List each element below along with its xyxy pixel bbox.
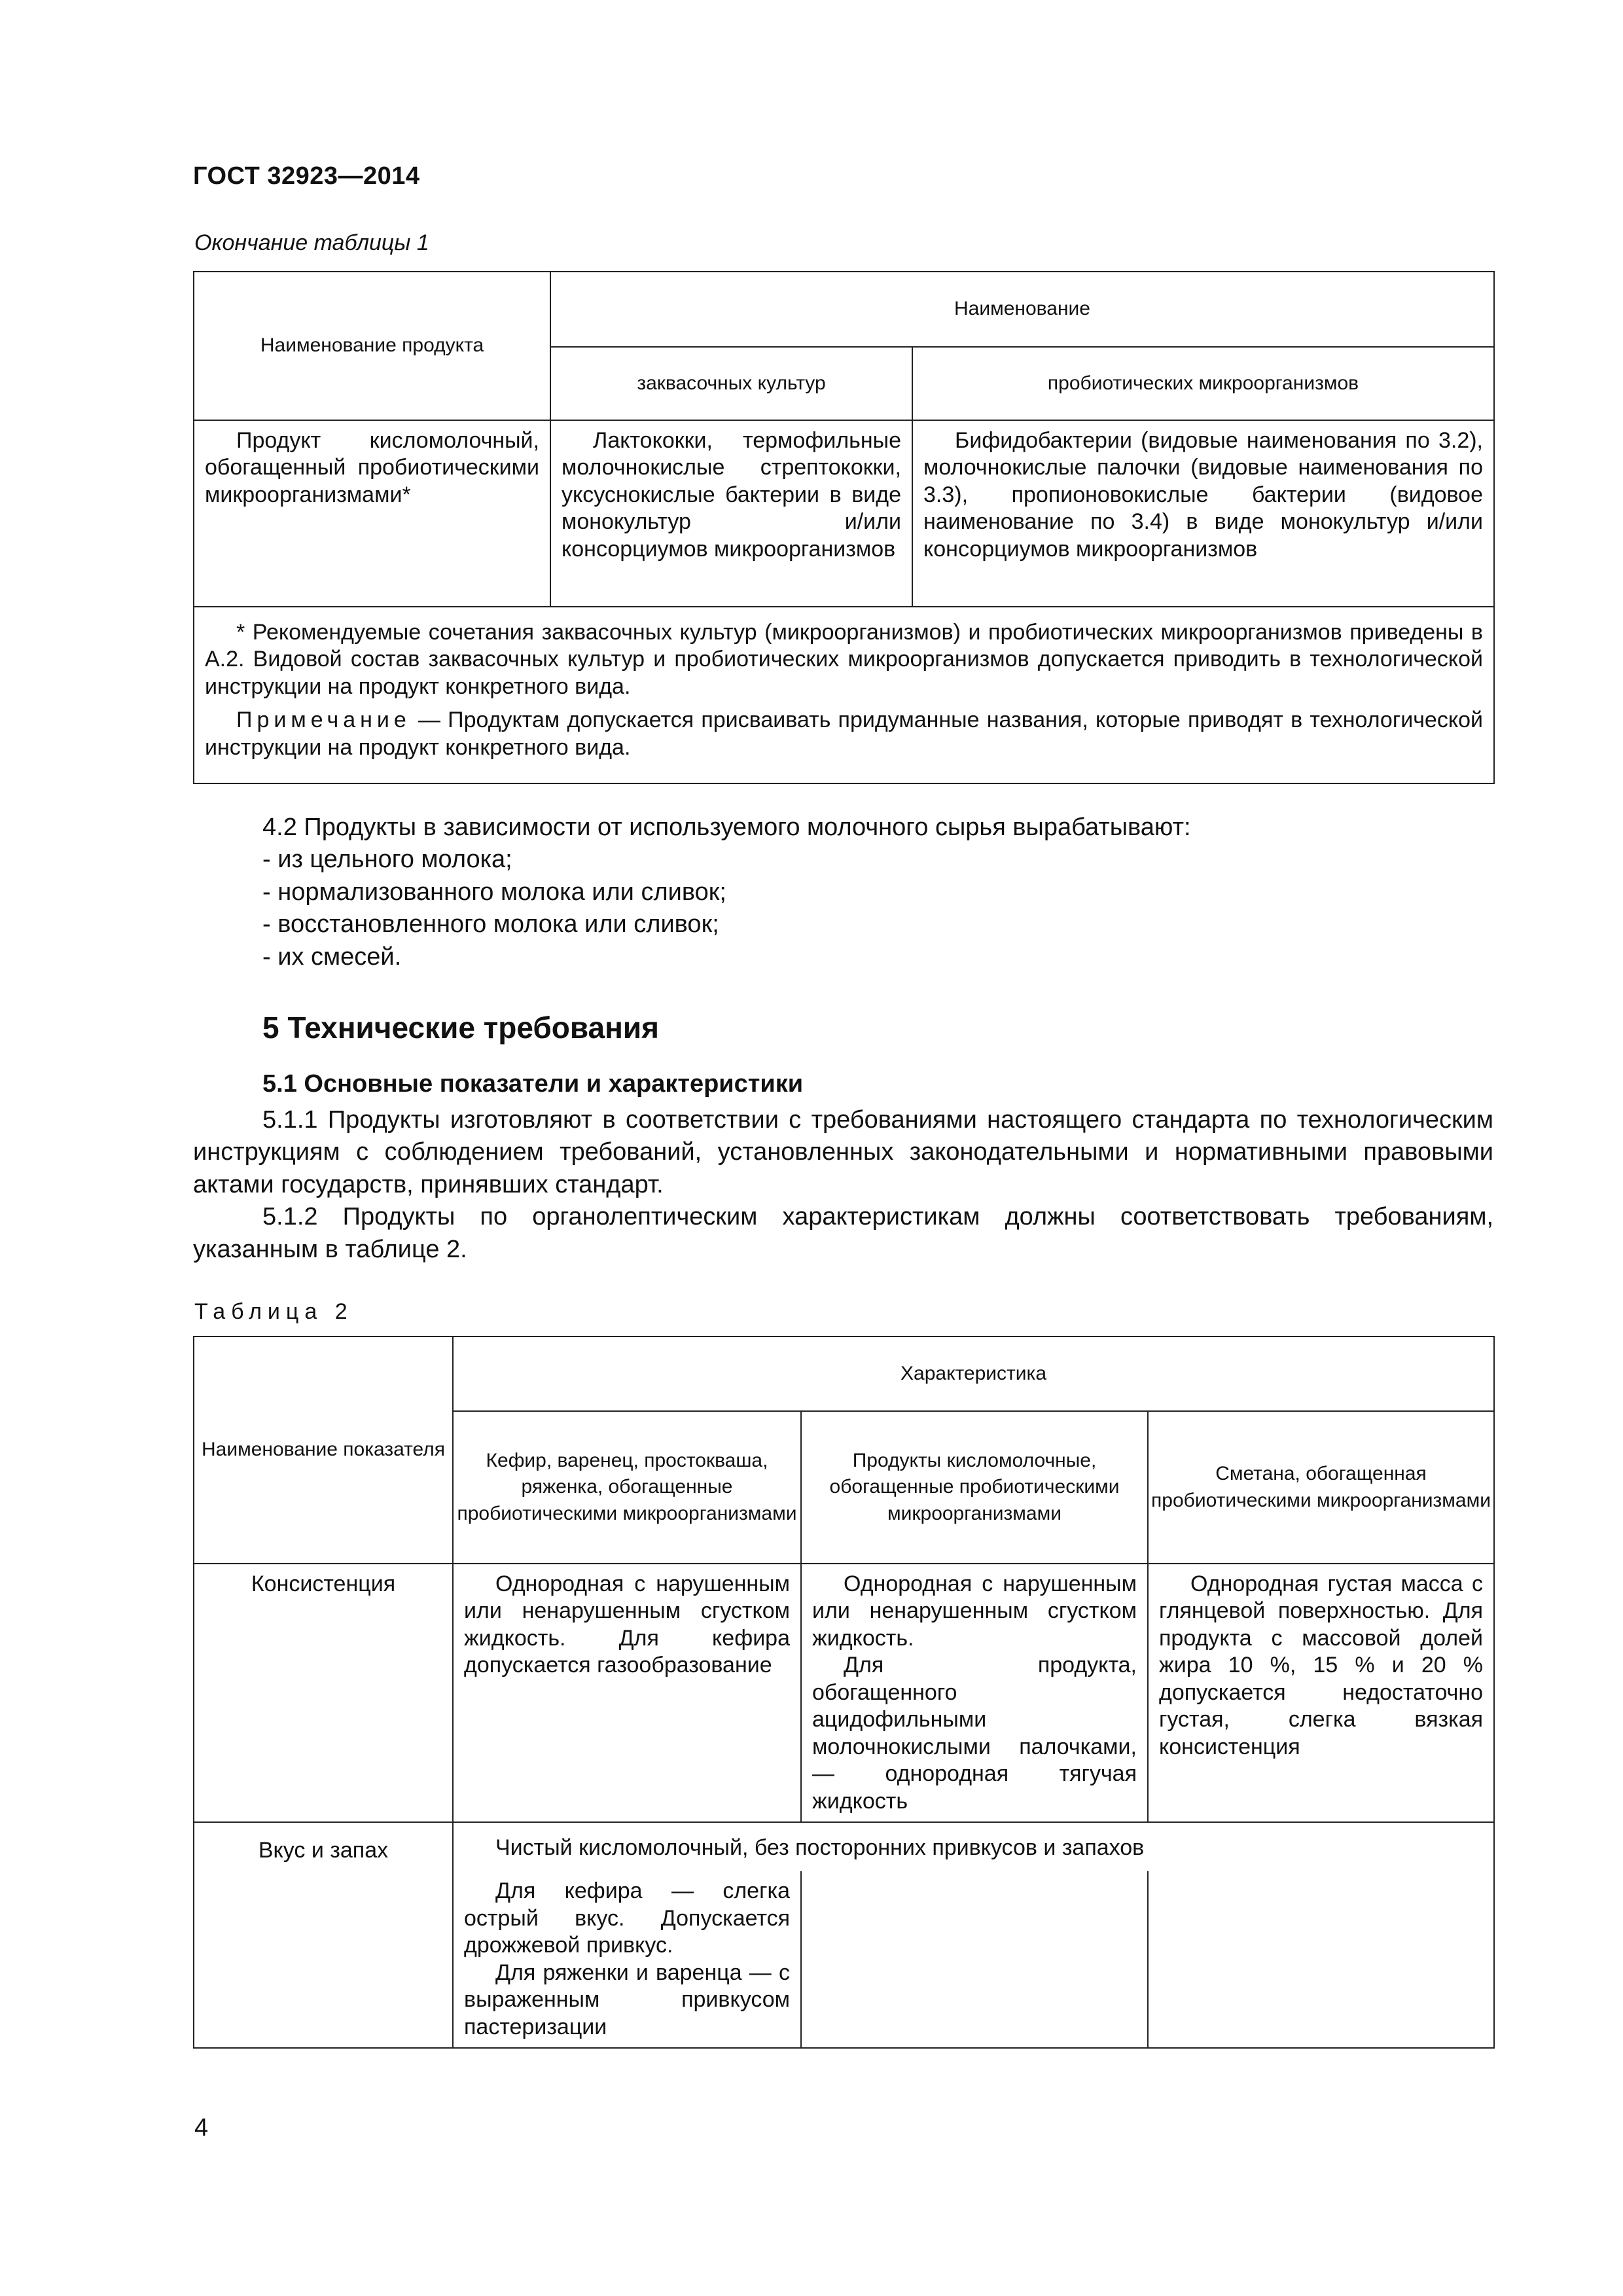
table1-footnote: * Рекомендуемые сочетания заквасочных культур (микроорганизмов) и пробиотических микроорганизмов приведены в А.2. Видовой состав заквасочных культур и пробиотических микроорганизмов допускается приводить в технологической инструкции на продукт конкретного вида. [205,620,1483,699]
table2-row2-common-text: Чистый кисломолочный, без посторонних привкусов и запахов [495,1835,1145,1861]
table1-footnote-cell [194,607,1494,783]
table1-note [205,707,1483,761]
table2-row1-smetana: Однородная густая масса с глянцевой поверхностью. Для продукта с массовой долей жира 10 %, 15 % и 20 % допускается недостаточно густая, слегка вязкая консистенция [1148,1564,1494,1822]
table2-row2-common [453,1822,1494,1871]
paragraph-5-1-1: 5.1.1 Продукты изготовляют в соответствии с требованиями настоящего стандарта по технологическим инструкциям с соблюдением требований, установленных законодательными и нормативными правовыми актами государств, принявших стандарт. [193,1106,1493,1198]
table-2 [193,1336,1495,2049]
document-header: ГОСТ 32923—2014 [193,162,420,190]
table2-header-smetana: Сметана, обогащенная пробиотическими микроорганизмами [1148,1411,1494,1564]
table1-header-product: Наименование продукта [194,272,550,420]
section-5-1-title: 5.1 Основные показатели и характеристики [262,1070,804,1098]
table1-cell-starter: Лактококки, термофильные молочнокислые стрептококки, уксуснокислые бактерии в виде монокультур и/или консорциумов микроорганизмов [550,420,912,607]
table-1 [193,271,1495,784]
table2-row2-kefir [453,1871,801,2048]
table2-row2-smetana [1148,1871,1494,2048]
table2-row1-products-p1: Однородная с нарушенным или ненарушенным сгустком жидкость. [812,1571,1137,1651]
section-4-2 [193,812,1493,973]
table2-header-kefir: Кефир, варенец, простокваша, ряженка, обогащенные пробиотическими микроорганизмами [453,1411,801,1564]
list-item: - нормализованного молока или сливок; [262,878,726,906]
table1-caption: Окончание таблицы 1 [194,230,429,255]
table2-row1-name: Консистенция [194,1564,453,1822]
list-item: - восстановленного молока или сливок; [262,910,719,939]
table2-row2-products [801,1871,1148,2048]
table1-header-group: Наименование [550,272,1494,347]
paragraph-5-1-2: 5.1.2 Продукты по органолептическим характеристикам должны соответствовать требованиям, указанным в таблице 2. [193,1203,1493,1263]
table1-note-label: Примечание [236,708,411,733]
table2-row1-products-p2: Для продукта, обогащенного ацидофильными молочнокислыми палочками, — однородная тягучая жидкость [812,1653,1137,1814]
table1-note-text: — Продуктам допускается присваивать придуманные названия, которые приводят в технологической инструкции на продукт конкретного вида. [205,708,1483,760]
section-5-1-body [193,1104,1493,1266]
table2-row1-products [801,1564,1148,1822]
table1-header-probiotic: пробиотических микроорганизмов [912,347,1494,420]
table2-header-products: Продукты кисломолочные, обогащенные пробиотическими микроорганизмами [801,1411,1148,1564]
table2-row2-name: Вкус и запах [194,1822,453,2048]
list-item: - из цельного молока; [262,846,512,874]
section-5-title: 5 Технические требования [262,1011,659,1045]
table1-header-starter: заквасочных культур [550,347,912,420]
table2-row2-kefir-p1: Для кефира — слегка острый вкус. Допускается дрожжевой привкус. [464,1878,790,1958]
list-item: - их смесей. [262,942,402,971]
table2-row1-kefir: Однородная с нарушенным или ненарушенным сгустком жидкость. Для кефира допускается газообразование [453,1564,801,1822]
section-4-2-intro: 4.2 Продукты в зависимости от используемого молочного сырья вырабатывают: [262,814,1191,841]
table2-header-indicator: Наименование показателя [194,1336,453,1564]
table1-cell-probiotic: Бифидобактерии (видовые наименования по 3.2), молочнокислые палочки (видовые наименования по 3.3), пропионовокислые бактерии (видовое наименование по 3.4) в виде монокультур и/или консорциумов микроорганизмов [912,420,1494,607]
table2-caption: Таблица 2 [194,1299,353,1324]
table1-cell-product: Продукт кисломолочный, обогащенный пробиотическими микроорганизмами* [194,420,550,607]
table2-row2-kefir-p2: Для ряженки и варенца — с выраженным привкусом пастеризации [464,1960,790,2039]
table2-header-group: Характеристика [453,1336,1494,1411]
page-number: 4 [194,2114,209,2142]
